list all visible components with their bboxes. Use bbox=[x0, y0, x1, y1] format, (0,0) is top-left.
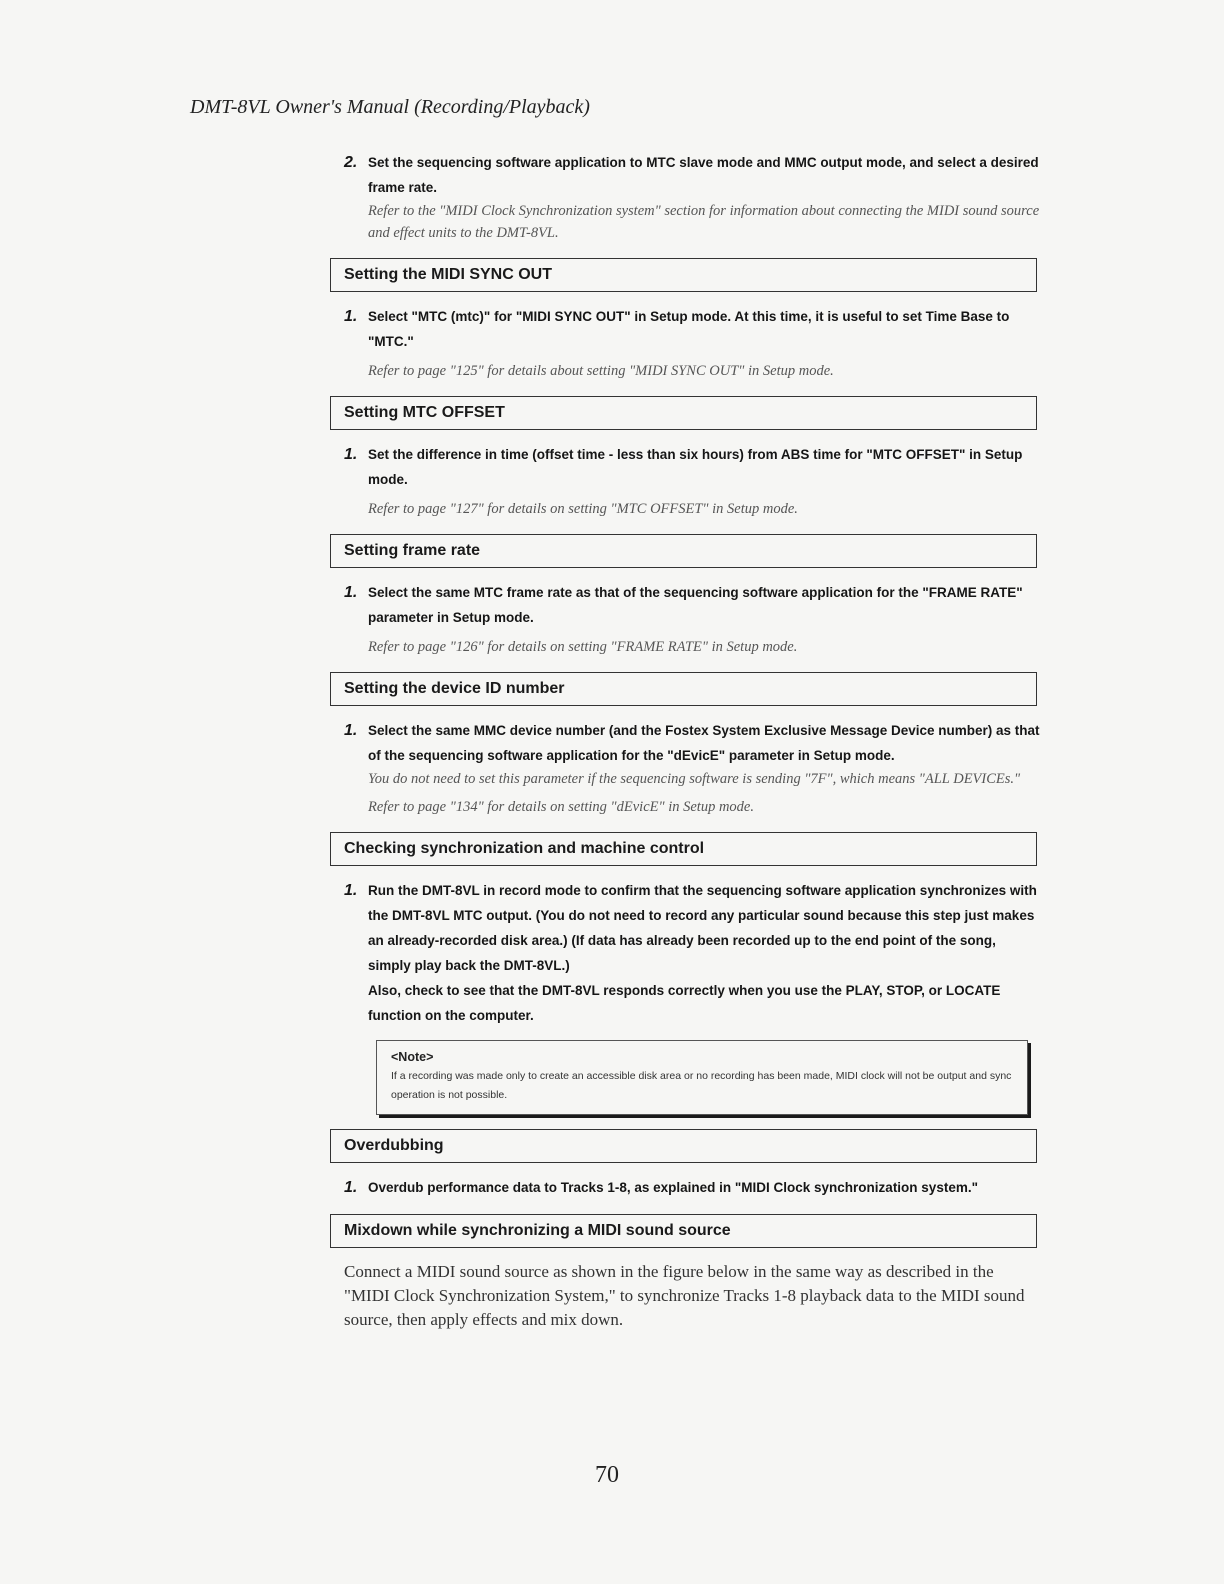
manual-content bbox=[330, 150, 1040, 1332]
page-number: 70 bbox=[595, 1462, 619, 1488]
section-step bbox=[330, 718, 1040, 768]
note-text: If a recording was made only to create an accessible disk area or no recording has been made, MIDI clock will not be output and sync operation is not possible. bbox=[391, 1070, 1012, 1101]
section-step bbox=[330, 878, 1040, 1028]
section-heading-mixdown: Mixdown while synchronizing a MIDI sound source bbox=[330, 1214, 1037, 1248]
section-step bbox=[330, 1175, 1040, 1200]
step-text: Overdub performance data to Tracks 1-8, as explained in "MIDI Clock synchronization system." bbox=[368, 1180, 978, 1195]
step-number: 2. bbox=[344, 154, 358, 171]
reference-note: Refer to page "134" for details on setting "dEvicE" in Setup mode. bbox=[368, 799, 754, 815]
section-heading-device-id: Setting the device ID number bbox=[330, 672, 1037, 706]
section-step bbox=[330, 304, 1040, 354]
step-number: 1. bbox=[344, 722, 358, 739]
section-heading-checking-sync: Checking synchronization and machine control bbox=[330, 832, 1037, 866]
page-header: DMT-8VL Owner's Manual (Recording/Playback) bbox=[190, 96, 590, 118]
section-heading-midi-sync-out: Setting the MIDI SYNC OUT bbox=[330, 258, 1037, 292]
reference-note: Refer to page "126" for details on setting "FRAME RATE" in Setup mode. bbox=[368, 639, 798, 655]
reference-note: Refer to page "127" for details on setting "MTC OFFSET" in Setup mode. bbox=[368, 501, 798, 517]
reference-note: Refer to the "MIDI Clock Synchronization system" section for information about connecting the MIDI sound source and effect units to the DMT-8VL. bbox=[368, 203, 1040, 241]
intro-step bbox=[330, 150, 1040, 200]
section-step bbox=[330, 442, 1040, 492]
step-text-continued: Also, check to see that the DMT-8VL responds correctly when you use the PLAY, STOP, or LOCATE function on the computer. bbox=[368, 983, 1001, 1023]
section-step bbox=[330, 580, 1040, 630]
step-text: Run the DMT-8VL in record mode to confirm that the sequencing software application synchronizes with the DMT-8VL MTC output. (You do not need to record any particular sound because this step just makes an already-recorded disk area.) (If data has already been recorded up to the end point of the song, simply play back the DMT-8VL.) bbox=[368, 883, 1037, 973]
step-text: Select the same MMC device number (and the Fostex System Exclusive Message Device number) as that of the sequencing software application for the "dEvicE" parameter in Setup mode. bbox=[368, 723, 1040, 763]
step-text: Select "MTC (mtc)" for "MIDI SYNC OUT" in Setup mode. At this time, it is useful to set Time Base to "MTC." bbox=[368, 309, 1010, 349]
step-text: Select the same MTC frame rate as that of the sequencing software application for the "FRAME RATE" parameter in Setup mode. bbox=[368, 585, 1023, 625]
step-number: 1. bbox=[344, 446, 358, 463]
step-number: 1. bbox=[344, 584, 358, 601]
step-number: 1. bbox=[344, 308, 358, 325]
reference-note: You do not need to set this parameter if the sequencing software is sending "7F", which means "ALL DEVICEs." bbox=[368, 771, 1021, 787]
section-heading-mtc-offset: Setting MTC OFFSET bbox=[330, 396, 1037, 430]
section-heading-frame-rate: Setting frame rate bbox=[330, 534, 1037, 568]
step-number: 1. bbox=[344, 882, 358, 899]
section-heading-overdubbing: Overdubbing bbox=[330, 1129, 1037, 1163]
reference-note: Refer to page "125" for details about setting "MIDI SYNC OUT" in Setup mode. bbox=[368, 363, 834, 379]
note-box bbox=[376, 1040, 1028, 1115]
body-paragraph: Connect a MIDI sound source as shown in the figure below in the same way as described in the "MIDI Clock Synchronization System," to synchronize Tracks 1-8 playback data to the MIDI sound source, then apply effects and mix down. bbox=[344, 1262, 1025, 1329]
step-text: Set the sequencing software application to MTC slave mode and MMC output mode, and select a desired frame rate. bbox=[368, 155, 1039, 195]
note-title: <Note> bbox=[391, 1050, 434, 1064]
step-text: Set the difference in time (offset time - less than six hours) from ABS time for "MTC OFFSET" in Setup mode. bbox=[368, 447, 1023, 487]
step-number: 1. bbox=[344, 1179, 358, 1196]
